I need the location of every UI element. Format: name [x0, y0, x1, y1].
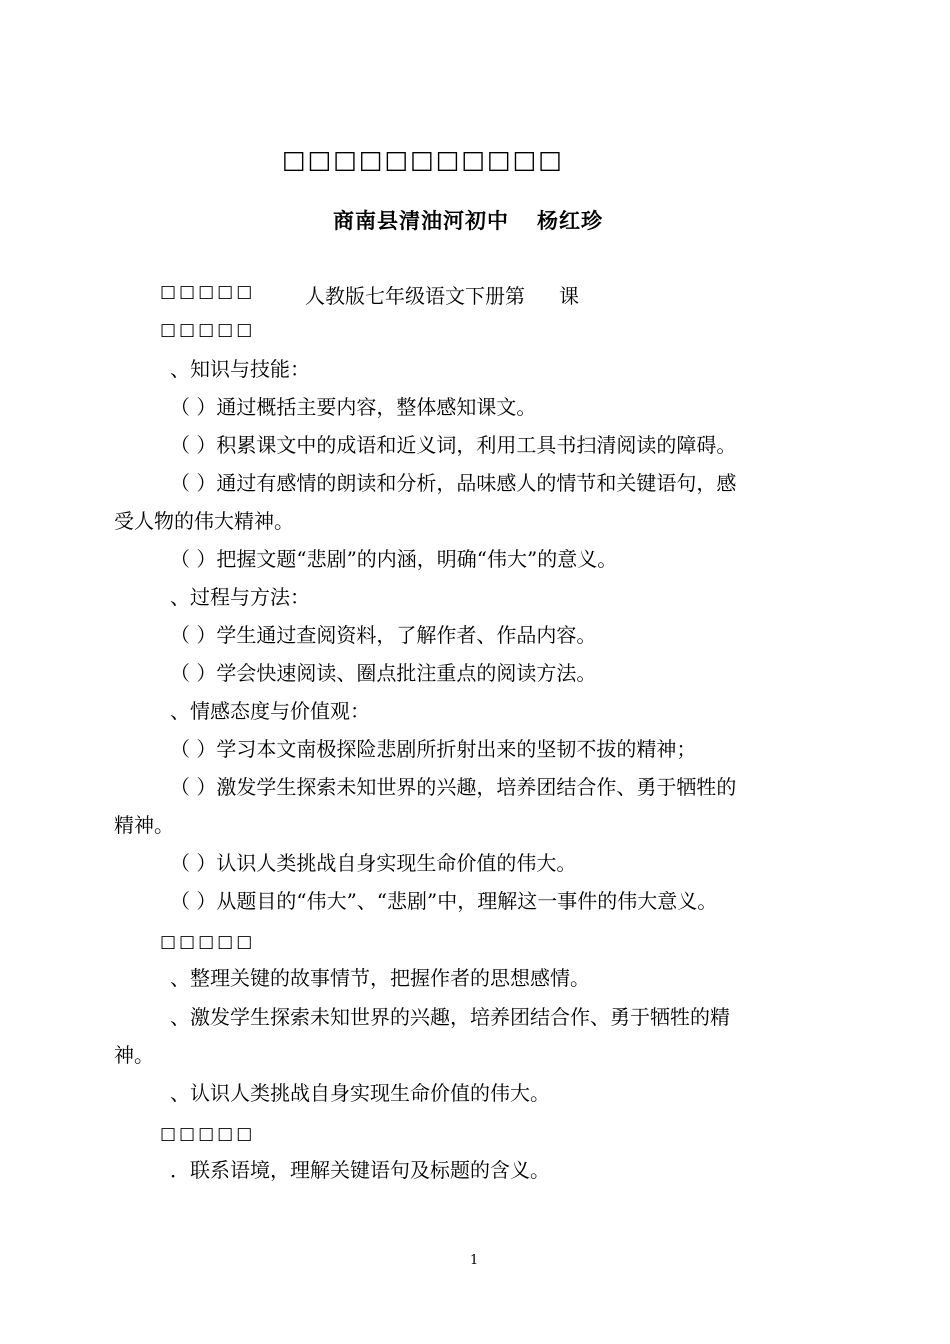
goal-item: （ ）把握文题“悲剧”的内涵，明确“伟大”的意义。 — [170, 547, 618, 571]
goal-item: （ ）从题目的“伟大”、“悲剧”中，理解这一事件的伟大意义。 — [170, 889, 718, 913]
goal-item: （ ）学生通过查阅资料，了解作者、作品内容。 — [170, 623, 597, 647]
goal-item: （ ）激发学生探索未知世界的兴趣，培养团结合作、勇于牺牲的 — [170, 775, 737, 799]
difficult-point-item: ．联系语境，理解关键语句及标题的含义。 — [170, 1158, 550, 1182]
textbook-suffix: 课 — [559, 284, 579, 308]
difficult-points-heading: □□□□□ — [160, 1124, 256, 1144]
goal-item: （ ）通过有感情的朗读和分析，品味感人的情节和关键语句，感 — [170, 471, 737, 495]
key-point-item: 、认识人类挑战自身实现生命价值的伟大。 — [170, 1081, 550, 1105]
author-name: 杨红珍 — [537, 208, 603, 233]
goal-category-knowledge: 、知识与技能： — [170, 357, 310, 381]
goal-item-continuation: 受人物的伟大精神。 — [114, 509, 294, 533]
teaching-goals-heading: □□□□□ — [160, 320, 256, 340]
author-line — [333, 205, 603, 235]
goal-category-emotion: 、情感态度与价值观： — [170, 699, 370, 723]
goal-item-continuation: 精神。 — [114, 813, 174, 837]
textbook-value — [305, 280, 579, 309]
document-title: □□□□□□□□□□□ — [282, 145, 564, 174]
page-number: 1 — [470, 1253, 479, 1268]
author-school: 商南县清油河初中 — [333, 208, 509, 233]
key-point-continuation: 神。 — [114, 1043, 154, 1067]
goal-item: （ ）通过概括主要内容，整体感知课文。 — [170, 395, 537, 419]
key-point-item: 、激发学生探索未知世界的兴趣，培养团结合作、勇于牺牲的精 — [170, 1005, 730, 1029]
key-points-heading: □□□□□ — [160, 932, 256, 952]
textbook-heading: □□□□□ — [160, 282, 256, 302]
textbook-text: 人教版七年级语文下册第 — [305, 284, 525, 308]
goal-item: （ ）学习本文南极探险悲剧所折射出来的坚韧不拔的精神； — [170, 737, 697, 761]
goal-item: （ ）学会快速阅读、圈点批注重点的阅读方法。 — [170, 661, 597, 685]
key-point-item: 、整理关键的故事情节，把握作者的思想感情。 — [170, 966, 590, 990]
goal-item: （ ）认识人类挑战自身实现生命价值的伟大。 — [170, 851, 577, 875]
goal-category-process: 、过程与方法： — [170, 585, 310, 609]
goal-item: （ ）积累课文中的成语和近义词，利用工具书扫清阅读的障碍。 — [170, 433, 737, 457]
